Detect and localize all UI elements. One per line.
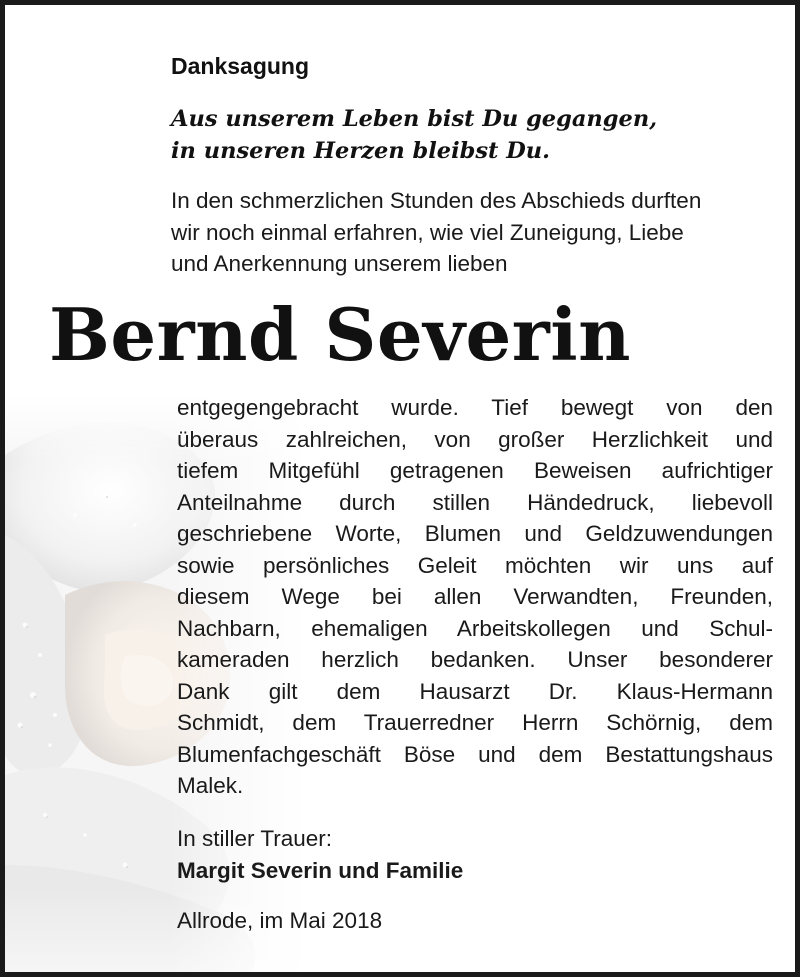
closing-phrase: In stiller Trauer: xyxy=(177,826,333,851)
body-line: Anteilnahme durch stillen Händedruck, liebevoll xyxy=(177,489,773,515)
motto-line: Aus unserem Leben bist Du gegangen, xyxy=(171,106,658,132)
body-line: sowie persönliches Geleit möchten wir uns auf xyxy=(177,552,773,578)
body-line: geschriebene Worte, Blumen und Geldzuwendungen xyxy=(177,521,773,546)
place-date: Allrode, im Mai 2018 xyxy=(177,908,383,933)
intro-paragraph xyxy=(171,185,771,280)
body-paragraph xyxy=(177,392,773,802)
closing-block xyxy=(177,823,463,886)
body-line: Blumenfachgeschäft Böse und dem Bestattungshaus xyxy=(177,741,773,767)
body-line: kameraden herzlich bedanken. Unser besonderer xyxy=(177,647,773,672)
motto-verse xyxy=(171,103,771,167)
body-line: Nachbarn, ehemaligen Arbeitskollegen und Schul- xyxy=(177,615,773,641)
body-line: entgegengebracht wurde. Tief bewegt von den xyxy=(177,395,773,420)
body-line: diesem Wege bei allen Verwandten, Freunden, xyxy=(177,584,773,609)
intro-line: wir noch einmal erfahren, wie viel Zuneigung, Liebe xyxy=(171,219,684,245)
body-line: Dank gilt dem Hausarzt Dr. Klaus-Hermann xyxy=(177,678,773,704)
intro-line: und Anerkennung unserem lieben xyxy=(171,251,508,276)
body-line: tiefem Mitgefühl getragenen Beweisen aufrichtiger xyxy=(177,458,773,483)
intro-line: In den schmerzlichen Stunden des Abschieds durften xyxy=(171,188,702,213)
deceased-name: Bernd Severin xyxy=(49,292,631,377)
body-line: Malek. xyxy=(177,773,244,798)
notice-heading: Danksagung xyxy=(171,53,310,79)
body-line: überaus zahlreichen, von großer Herzlichkeit und xyxy=(177,426,773,452)
body-line: Schmidt, dem Trauerredner Herrn Schörnig, dem xyxy=(177,710,773,735)
signer-name: Margit Severin und Familie xyxy=(177,857,464,883)
motto-line: in unseren Herzen bleibst Du. xyxy=(171,138,550,164)
